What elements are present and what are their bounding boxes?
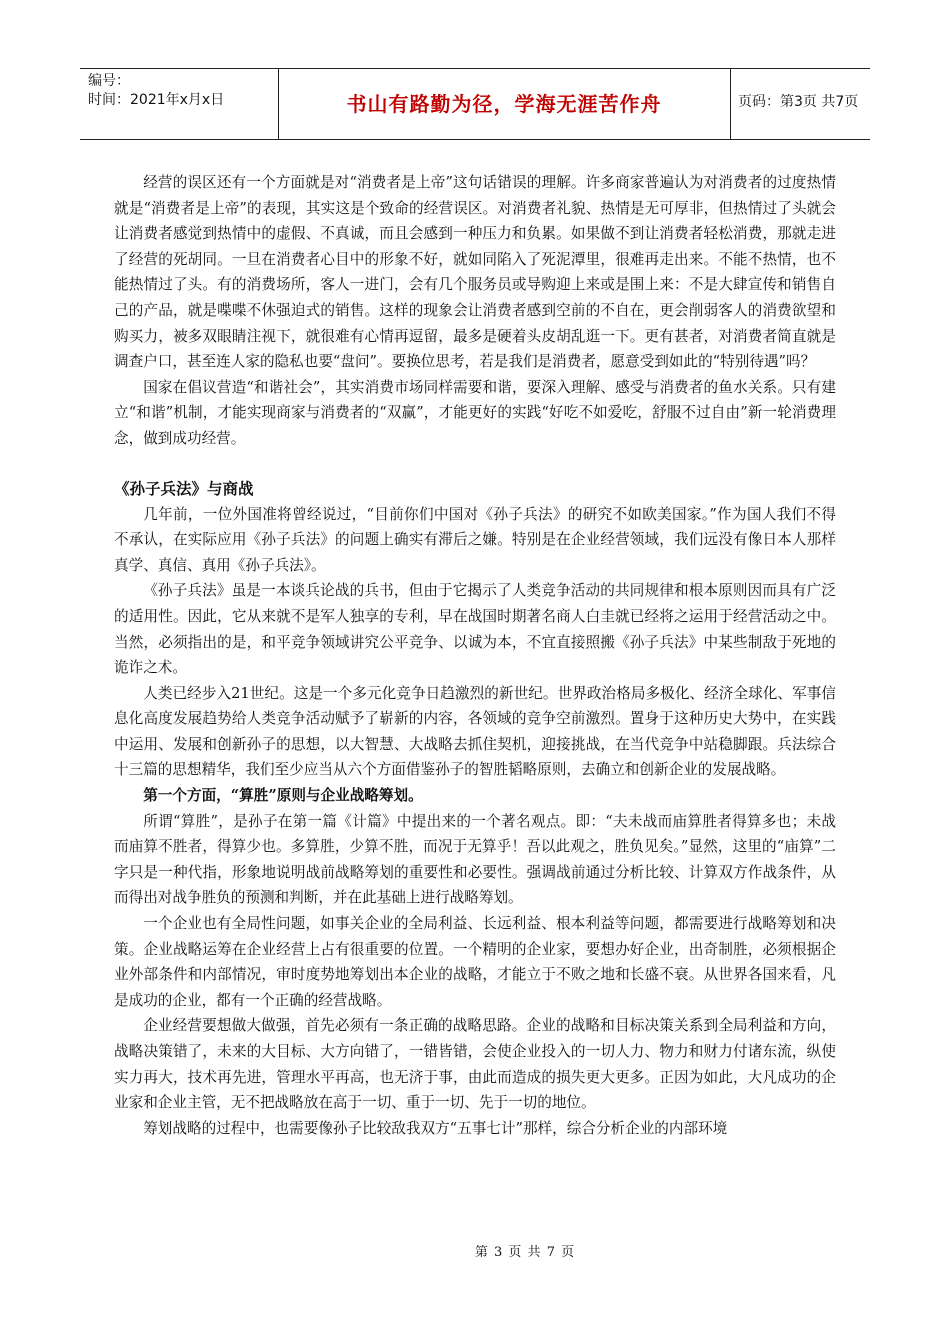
section-title: 《孙子兵法》与商战 [114, 479, 254, 498]
page-header [80, 68, 870, 140]
subsection-title: 第一个方面，“算胜”原则与企业战略筹划。 [143, 787, 423, 805]
paragraph: 筹划战略的过程中，也需要像孙子比较敌我双方“五事七计”那样，综合分析企业的内部环境 [143, 1119, 728, 1137]
document-date-label: 时间：2021年x月x日 [88, 92, 225, 108]
paragraph: 一个企业也有全局性问题，如事关企业的全局利益、长远利益、根本利益等问题，都需要进行战略筹划和决策。企业战略运筹在企业经营上占有很重要的位置。一个精明的企业家，要想办好企业，出奇制胜，必须根据企业外部条件和内部情况，审时度势地筹划出本企业的战略，才能立于不败之地和长盛不衰。从世界各国来看，凡是成功的企业，都有一个正确的经营战略。 [114, 915, 836, 1009]
paragraph: 经营的误区还有一个方面就是对“消费者是上帝”这句话错误的理解。许多商家普遍认为对消费者的过度热情就是“消费者是上帝”的表现，其实这是个致命的经营误区。对消费者礼貌、热情是无可厚非，但热情过了头就会让消费者感觉到热情中的虚假、不真诚，而且会感到一种压力和负累。如果做不到让消费者轻松消费，那就走进了经营的死胡同。一旦在消费者心目中的形象不好，就如同陷入了死泥潭里，很难再走出来。不能不热情，也不能热情过了头。有的消费场所，客人一进门，会有几个服务员或导购迎上来或是围上来：不是大肆宣传和销售自己的产品，就是喋喋不休强迫式的销售。这样的现象会让消费者感到空前的不自在，更会削弱客人的消费欲望和购买力，被多双眼睛注视下，就很难有心情再逗留，最多是硬着头皮胡乱逛一下。更有甚者，对消费者简直就是调查户口，甚至连人家的隐私也要“盘问”。要换位思考，若是我们是消费者，愿意受到如此的“特别待遇”吗？ [114, 174, 836, 371]
document-body [114, 170, 836, 1141]
header-meta-cell [80, 69, 279, 139]
paragraph: 人类已经步入21世纪。这是一个多元化竞争日趋激烈的新世纪。世界政治格局多极化、经济全球化、军事信息化高度发展趋势给人类竞争活动赋予了崭新的内容，各领域的竞争空前激烈。置身于这种历史大势中，在实践中运用、发展和创新孙子的思想，以大智慧、大战略去抓住契机，迎接挑战，在当代竞争中站稳脚跟。兵法综合十三篇的思想精华，我们至少应当从六个方面借鉴孙子的智胜韬略原则，去确立和创新企业的发展战略。 [114, 684, 836, 779]
header-motto: 书山有路勤为径，学海无涯苦作舟 [346, 92, 662, 116]
paragraph: 国家在倡议营造“和谐社会”，其实消费市场同样需要和谐，要深入理解、感受与消费者的鱼水关系。只有建立“和谐”机制，才能实现商家与消费者的“双赢”，才能更好的实践“好吃不如爱吃，舒服不过自由”新一轮消费理念，做到成功经营。 [114, 378, 836, 447]
page-footer: 第 3 页 共 7 页 [474, 1245, 576, 1260]
document-number-label: 编号： [88, 73, 130, 89]
header-page-info: 页码：第3页 共7页 [738, 94, 859, 110]
paragraph: 《孙子兵法》虽是一本谈兵论战的兵书，但由于它揭示了人类竞争活动的共同规律和根本原则因而具有广泛的适用性。因此，它从来就不是军人独享的专利，早在战国时期著名商人白圭就已经将之运用于经营活动之中。当然，必须指出的是，和平竞争领域讲究公平竞争、以诚为本，不宜直接照搬《孙子兵法》中某些制敌于死地的诡诈之术。 [114, 582, 836, 677]
header-motto-cell [278, 69, 731, 139]
paragraph: 企业经营要想做大做强，首先必须有一条正确的战略思路。企业的战略和目标决策关系到全局利益和方向，战略决策错了，未来的大目标、大方向错了，一错皆错，会使企业投入的一切人力、物力和财力付诸东流，纵使实力再大，技术再先进，管理水平再高，也无济于事，由此而造成的损失更大更多。正因为如此，大凡成功的企业家和企业主管，无不把战略放在高于一切、重于一切、先于一切的地位。 [114, 1017, 836, 1112]
paragraph: 几年前，一位外国准将曾经说过，“目前你们中国对《孙子兵法》的研究不如欧美国家。”作为国人我们不得不承认，在实际应用《孙子兵法》的问题上确实有滞后之嫌。特别是在企业经营领域，我们远没有像日本人那样真学、真信、真用《孙子兵法》。 [114, 505, 836, 574]
header-page-cell [730, 69, 870, 139]
paragraph: 所谓“算胜”，是孙子在第一篇《计篇》中提出来的一个著名观点。即：“夫未战而庙算胜者得算多也；未战而庙算不胜者，得算少也。多算胜，少算不胜，而况于无算乎！吾以此观之，胜负见矣。”显然，这里的“庙算”二字只是一种代指，形象地说明战前战略筹划的重要性和必要性。强调战前通过分析比较、计算双方作战条件，从而得出对战争胜负的预测和判断，并在此基础上进行战略筹划。 [114, 812, 836, 907]
